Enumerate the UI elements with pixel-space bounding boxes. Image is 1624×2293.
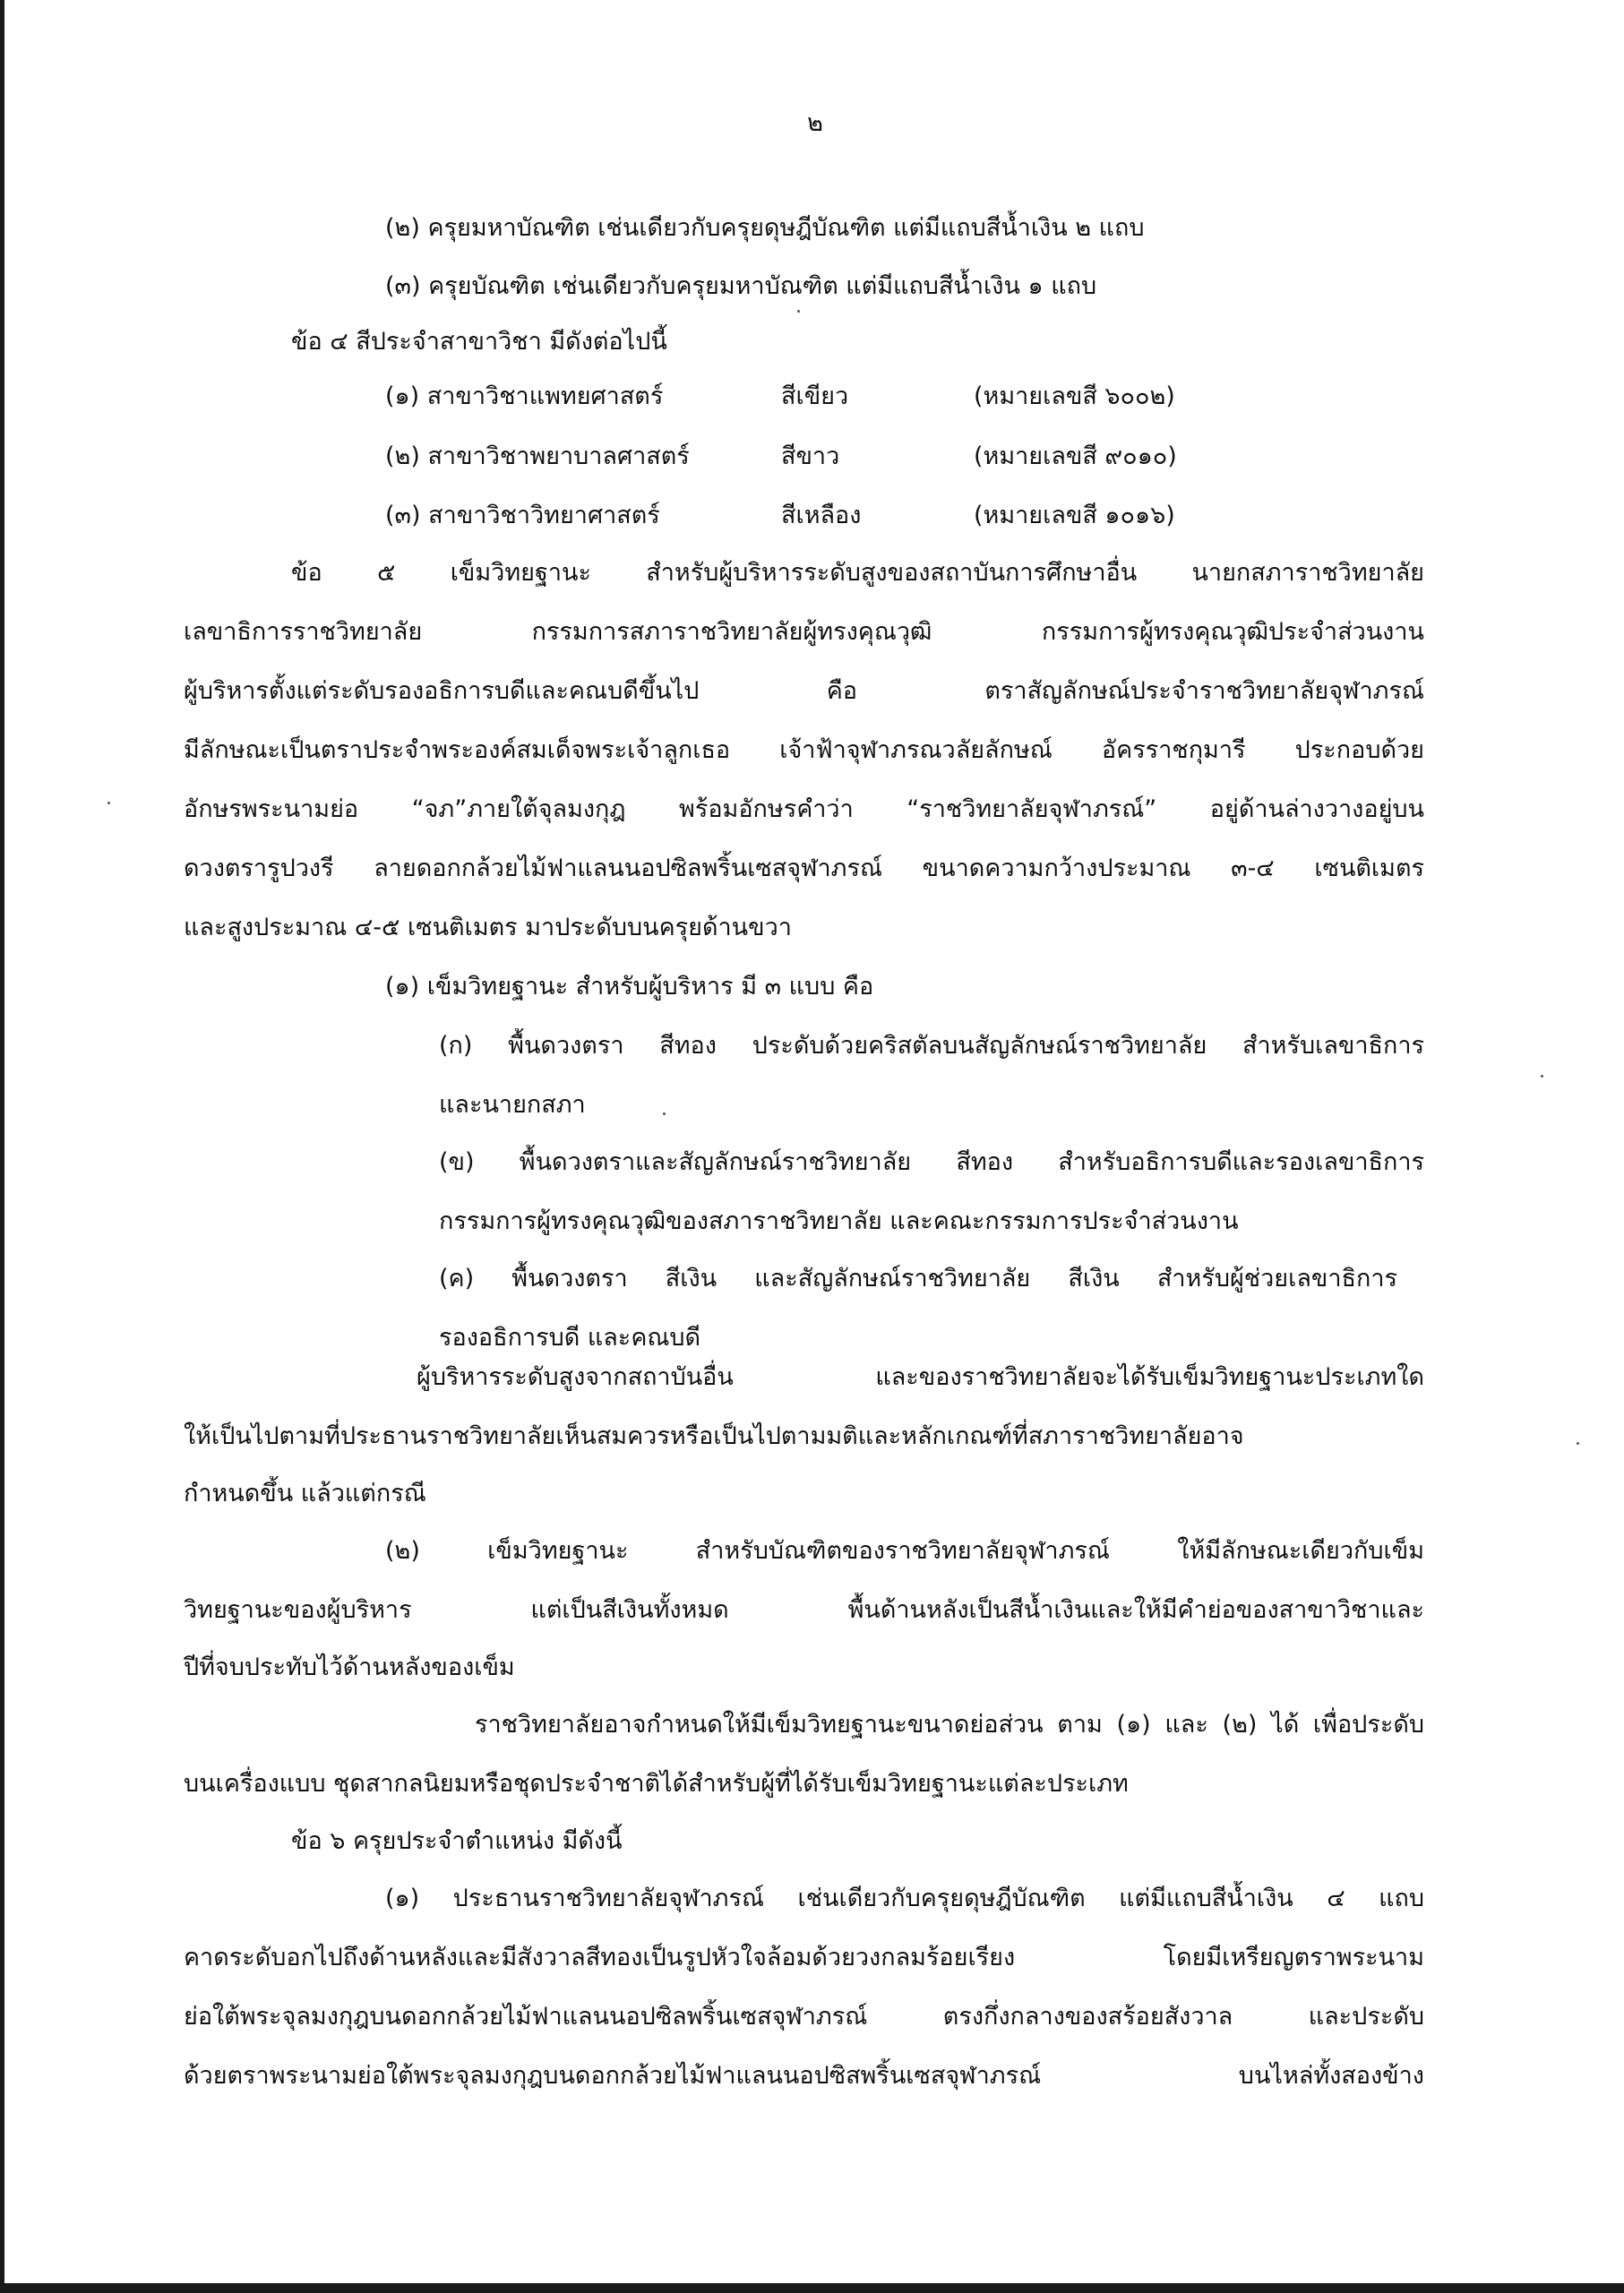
- gown-item-3: (๓) ครุยบัณฑิต เช่นเดียวกับครุยมหาบัณฑิต แต่มีแถบสีน้ำเงิน ๑ แถบ: [385, 272, 1097, 300]
- clause-5-sub-1-heading: (๑) เข็มวิทยฐานะ สำหรับผู้บริหาร มี ๓ แบบ คือ: [385, 973, 874, 1001]
- clause-5-line: ดวงตรารูปวงรี ลายดอกกล้วยไม้ฟาแลนนอปซิลพริ้นเซสจุฬาภรณ์ ขนาดความกว้างประมาณ ๓-๔ เซนติเมตร: [184, 855, 1424, 882]
- clause-5-sub-2-line: วิทยฐานะของผู้บริหาร แต่เป็นสีเงินทั้งหมด พื้นด้านหลังเป็นสีน้ำเงินและให้มีคำย่อของสาขาวิชาและ: [184, 1596, 1424, 1624]
- executive-line: ผู้บริหารระดับสูงจากสถาบันอื่น และของราชวิทยาลัยจะได้รับเข็มวิทยฐานะประเภทใด: [417, 1363, 1424, 1391]
- page-number: ๒: [807, 109, 823, 137]
- faculty-color: สีขาว: [781, 442, 840, 470]
- miniature-pin-line: ราชวิทยาลัยอาจกำหนดให้มีเข็มวิทยฐานะขนาดย่อส่วน ตาม (๑) และ (๒) ได้ เพื่อประดับ: [475, 1711, 1424, 1739]
- clause-6-item-1-line: คาดระดับอกไปถึงด้านหลังและมีสังวาลสีทองเป็นรูปหัวใจล้อมด้วยวงกลมร้อยเรียง โดยมีเหรียญตราพระนาม: [184, 1944, 1424, 1971]
- pin-type-line: กรรมการผู้ทรงคุณวุฒิของสภาราชวิทยาลัย และคณะกรรมการประจำส่วนงาน: [439, 1207, 1239, 1235]
- pin-type-line: (ก) พื้นดวงตรา สีทอง ประดับด้วยคริสตัลบนสัญลักษณ์ราชวิทยาลัย สำหรับเลขาธิการ: [439, 1032, 1424, 1060]
- clause-5-line: อักษรพระนามย่อ “จภ”ภายใต้จุลมงกุฎ พร้อมอักษรคำว่า “ราชวิทยาลัยจุฬาภรณ์” อยู่ด้านล่างวางอยู่บน: [184, 795, 1424, 823]
- executive-line: กำหนดขึ้น แล้วแต่กรณี: [184, 1480, 426, 1507]
- faculty-color-code: (หมายเลขสี ๑๐๑๖): [974, 502, 1175, 529]
- scan-speck: [1577, 1442, 1579, 1445]
- pin-type-line: (ข) พื้นดวงตราและสัญลักษณ์ราชวิทยาลัย สีทอง สำหรับอธิการบดีและรองเลขาธิการ: [439, 1148, 1424, 1176]
- clause-6-heading: ข้อ ๖ ครุยประจำตำแหน่ง มีดังนี้: [291, 1827, 623, 1855]
- gown-item-2: (๒) ครุยมหาบัณฑิต เช่นเดียวกับครุยดุษฎีบัณฑิต แต่มีแถบสีน้ำเงิน ๒ แถบ: [385, 214, 1145, 242]
- faculty-name: (๒) สาขาวิชาพยาบาลศาสตร์: [385, 442, 690, 470]
- pin-type-line: และนายกสภา: [439, 1091, 586, 1119]
- pin-type-line: (ค) พื้นดวงตรา สีเงิน และสัญลักษณ์ราชวิทยาลัย สีเงิน สำหรับผู้ช่วยเลขาธิการ: [439, 1265, 1397, 1292]
- scan-speck: [1541, 1075, 1543, 1078]
- executive-line: ให้เป็นไปตามที่ประธานราชวิทยาลัยเห็นสมควรหรือเป็นไปตามมติและหลักเกณฑ์ที่สภาราชวิทยาลัยอาจ: [184, 1422, 1244, 1450]
- clause-5-line: และสูงประมาณ ๔-๕ เซนติเมตร มาประดับบนครุยด้านขวา: [184, 914, 792, 941]
- clause-5-sub-2-line: ปีที่จบประทับไว้ด้านหลังของเข็ม: [184, 1653, 515, 1681]
- faculty-name: (๑) สาขาวิชาแพทยศาสตร์: [385, 382, 664, 410]
- clause-6-item-1-line: ย่อใต้พระจุลมงกุฎบนดอกกล้วยไม้ฟาแลนนอปซิลพริ้นเซสจุฬาภรณ์ ตรงกึ่งกลางของสร้อยสังวาล และประดับ: [184, 2003, 1424, 2031]
- faculty-color: สีเหลือง: [781, 502, 862, 529]
- scan-edge-bottom: [0, 2283, 1624, 2293]
- faculty-color-code: (หมายเลขสี ๙๐๑๐): [974, 442, 1177, 470]
- clause-5-line: ข้อ ๕ เข็มวิทยฐานะ สำหรับผู้บริหารระดับสูงของสถาบันการศึกษาอื่น นายกสภาราชวิทยาลัย: [291, 559, 1424, 587]
- clause-4-heading: ข้อ ๔ สีประจำสาขาวิชา มีดังต่อไปนี้: [291, 328, 667, 356]
- clause-5-line: มีลักษณะเป็นตราประจำพระองค์สมเด็จพระเจ้าลูกเธอ เจ้าฟ้าจุฬาภรณวลัยลักษณ์ อัครราชกุมารี ประกอบด้วย: [184, 736, 1424, 764]
- faculty-name: (๓) สาขาวิชาวิทยาศาสตร์: [385, 502, 660, 529]
- scan-edge-left: [0, 0, 4, 2293]
- miniature-pin-line: บนเครื่องแบบ ชุดสากลนิยมหรือชุดประจำชาติได้สำหรับผู้ที่ได้รับเข็มวิทยฐานะแต่ละประเภท: [184, 1770, 1129, 1798]
- clause-6-item-1-line: ด้วยตราพระนามย่อใต้พระจุลมงกุฎบนดอกกล้วยไม้ฟาแลนนอปซิสพริ้นเซสจุฬาภรณ์ บนไหล่ทั้งสองข้าง: [184, 2062, 1424, 2090]
- clause-5-line: ผู้บริหารตั้งแต่ระดับรองอธิการบดีและคณบดีขึ้นไป คือ ตราสัญลักษณ์ประจำราชวิทยาลัยจุฬาภรณ์: [184, 677, 1424, 705]
- faculty-color: สีเขียว: [781, 382, 849, 410]
- faculty-color-code: (หมายเลขสี ๖๐๐๒): [974, 382, 1175, 410]
- scan-speck: [107, 802, 110, 804]
- clause-5-line: เลขาธิการราชวิทยาลัย กรรมการสภาราชวิทยาลัยผู้ทรงคุณวุฒิ กรรมการผู้ทรงคุณวุฒิประจำส่วนงาน: [184, 618, 1424, 646]
- pin-type-line: รองอธิการบดี และคณบดี: [439, 1324, 701, 1352]
- clause-6-item-1-line: (๑) ประธานราชวิทยาลัยจุฬาภรณ์ เช่นเดียวกับครุยดุษฎีบัณฑิต แต่มีแถบสีน้ำเงิน ๔ แถบ: [385, 1885, 1424, 1912]
- scan-speck: [797, 310, 800, 313]
- clause-5-sub-2-line: (๒) เข็มวิทยฐานะ สำหรับบัณฑิตของราชวิทยาลัยจุฬาภรณ์ ให้มีลักษณะเดียวกับเข็ม: [385, 1537, 1424, 1565]
